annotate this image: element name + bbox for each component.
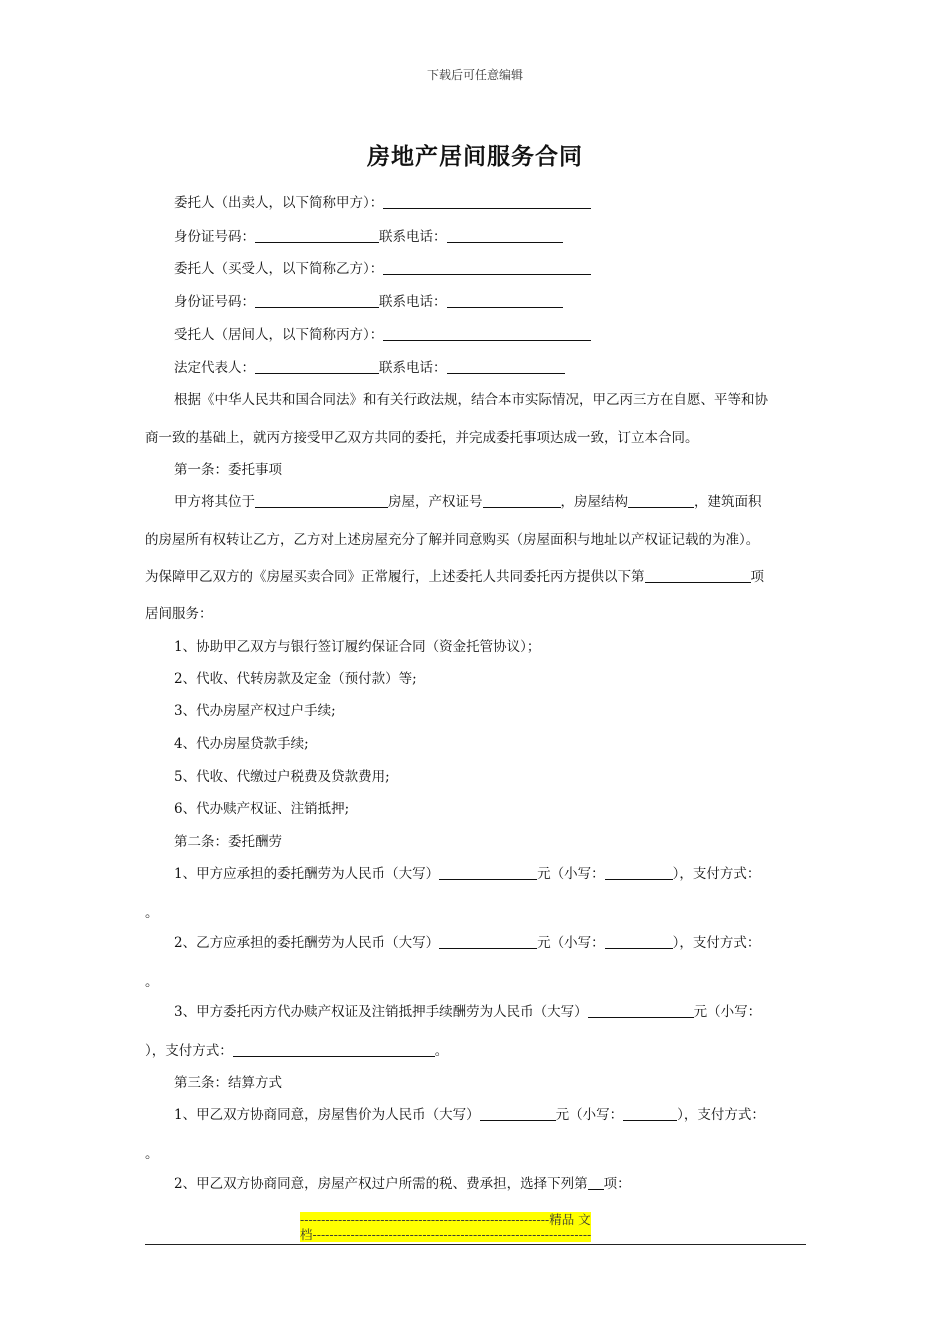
tax-option-blank[interactable] — [588, 1175, 604, 1190]
footer-watermark-line-1 — [300, 1212, 650, 1227]
article1-para-3 — [145, 567, 810, 587]
preamble-line-1: 根据《中华人民共和国合同法》和有关行政法规，结合本市实际情况，甲乙丙三方在自愿、平等和协 — [174, 392, 768, 408]
buyer-phone-label: 联系电话： — [379, 294, 447, 310]
location-blank[interactable] — [255, 493, 388, 508]
text: 为保障甲乙双方的《房屋买卖合同》正常履行，上述委托人共同委托丙方提供以下第 — [145, 569, 645, 585]
article2-heading: 第二条：委托酬劳 — [174, 834, 282, 850]
article1-para-1 — [145, 492, 839, 512]
price-upper-blank[interactable] — [480, 1106, 556, 1121]
text: 项 — [750, 569, 764, 585]
text: ），支付方式： — [672, 866, 761, 882]
preamble-line-2: 商一致的基础上，就丙方接受甲乙双方共同的委托，并完成委托事项达成一致，订立本合同。 — [145, 430, 699, 446]
agent-phone-blank[interactable] — [447, 359, 565, 374]
text: 元（小写： — [537, 935, 605, 951]
fee3-upper-blank[interactable] — [588, 1003, 694, 1018]
text: 元（小写： — [555, 1107, 624, 1123]
service-item: 3、代办房屋产权过户手续; — [174, 703, 336, 719]
rep-blank[interactable] — [255, 359, 379, 374]
fee-line-3 — [145, 1002, 839, 1022]
article1-para-4: 居间服务： — [145, 606, 213, 622]
agent-line — [145, 325, 839, 345]
text: 2、乙方应承担的委托酬劳为人民币（大写） — [174, 935, 440, 951]
buyer-line — [145, 259, 839, 279]
buyer-id-line — [145, 292, 839, 312]
fee-line-2-end: 。 — [145, 974, 159, 990]
text: 元（小写： — [693, 1004, 762, 1020]
buyer-id-blank[interactable] — [255, 293, 379, 308]
agent-label: 受托人（居间人，以下简称丙方）： — [174, 327, 384, 343]
settlement-line-1-end: 。 — [145, 1146, 159, 1162]
certificate-blank[interactable] — [483, 493, 561, 508]
buyer-blank[interactable] — [383, 260, 591, 275]
seller-label: 委托人（出卖人，以下简称甲方）： — [174, 195, 384, 211]
price-lower-blank[interactable] — [623, 1106, 677, 1121]
seller-id-line — [145, 227, 839, 247]
seller-phone-blank[interactable] — [447, 228, 563, 243]
agent-blank[interactable] — [383, 326, 591, 341]
buyer-id-label: 身份证号码： — [174, 294, 255, 310]
fee2-upper-blank[interactable] — [439, 934, 537, 949]
footer-watermark-line-2 — [300, 1227, 650, 1242]
fee1-lower-blank[interactable] — [605, 865, 673, 880]
text: ，房屋结构 — [560, 494, 628, 510]
service-item: 6、代办赎产权证、注销抵押; — [174, 801, 350, 817]
text: 1、甲乙双方协商同意，房屋售价为人民币（大写） — [174, 1107, 480, 1123]
settlement-line-1 — [145, 1105, 839, 1125]
seller-id-blank[interactable] — [255, 228, 379, 243]
fee2-lower-blank[interactable] — [605, 934, 673, 949]
service-item-blank[interactable] — [645, 568, 751, 583]
settlement-line-2 — [145, 1174, 839, 1194]
text: 3、甲方委托丙方代办赎产权证及注销抵押手续酬劳为人民币（大写） — [174, 1004, 588, 1020]
service-item: 2、代收、代转房款及定金（预付款）等; — [174, 671, 417, 687]
footer-text: 档------------------------------------------------------------------ — [300, 1227, 592, 1242]
fee-line-1 — [145, 864, 839, 884]
text: ），支付方式： — [677, 1107, 765, 1123]
text: 。 — [434, 1043, 449, 1059]
service-item: 5、代收、代缴过户税费及贷款费用; — [174, 769, 390, 785]
article1-heading: 第一条：委托事项 — [174, 462, 282, 478]
seller-blank[interactable] — [383, 194, 591, 209]
service-item: 4、代办房屋贷款手续; — [174, 736, 309, 752]
fee-line-3-cont — [145, 1041, 810, 1061]
article3-heading: 第三条：结算方式 — [174, 1075, 282, 1091]
text: 1、甲方应承担的委托酬劳为人民币（大写） — [174, 866, 440, 882]
footer-text: -----------------------------------------------------------精品 文 — [300, 1212, 591, 1227]
fee3-payment-blank[interactable] — [233, 1042, 435, 1057]
text: 甲方将其位于 — [174, 494, 255, 510]
agent-phone-label: 联系电话： — [379, 360, 447, 376]
header-note: 下载后可任意编辑 — [426, 68, 523, 82]
text: ），支付方式： — [672, 935, 761, 951]
fee-line-1-end: 。 — [145, 905, 159, 921]
fee1-upper-blank[interactable] — [439, 865, 537, 880]
service-item: 1、协助甲乙双方与银行签订履约保证合同（资金托管协议）； — [174, 639, 541, 655]
text: 项： — [603, 1176, 631, 1192]
buyer-phone-blank[interactable] — [447, 293, 563, 308]
seller-line — [145, 193, 839, 213]
text: 2、甲乙双方协商同意，房屋产权过户所需的税、费承担，选择下列第 — [174, 1176, 588, 1192]
seller-phone-label: 联系电话： — [379, 229, 447, 245]
text: 元（小写： — [537, 866, 605, 882]
article1-para-2: 的房屋所有权转让乙方，乙方对上述房屋充分了解并同意购买（房屋面积与地址以产权证记载的为准）。 — [145, 532, 760, 548]
rep-label: 法定代表人： — [174, 360, 255, 376]
rep-line — [145, 358, 839, 378]
fee-line-2 — [145, 933, 839, 953]
text: ，建筑面积 — [694, 494, 762, 510]
text: 房屋，产权证号 — [388, 494, 483, 510]
contract-title: 房地产居间服务合同 — [367, 143, 583, 170]
structure-blank[interactable] — [628, 493, 694, 508]
text: ），支付方式： — [145, 1043, 233, 1059]
seller-id-label: 身份证号码： — [174, 229, 255, 245]
buyer-label: 委托人（买受人，以下简称乙方）： — [174, 261, 384, 277]
footer-divider — [145, 1244, 806, 1245]
